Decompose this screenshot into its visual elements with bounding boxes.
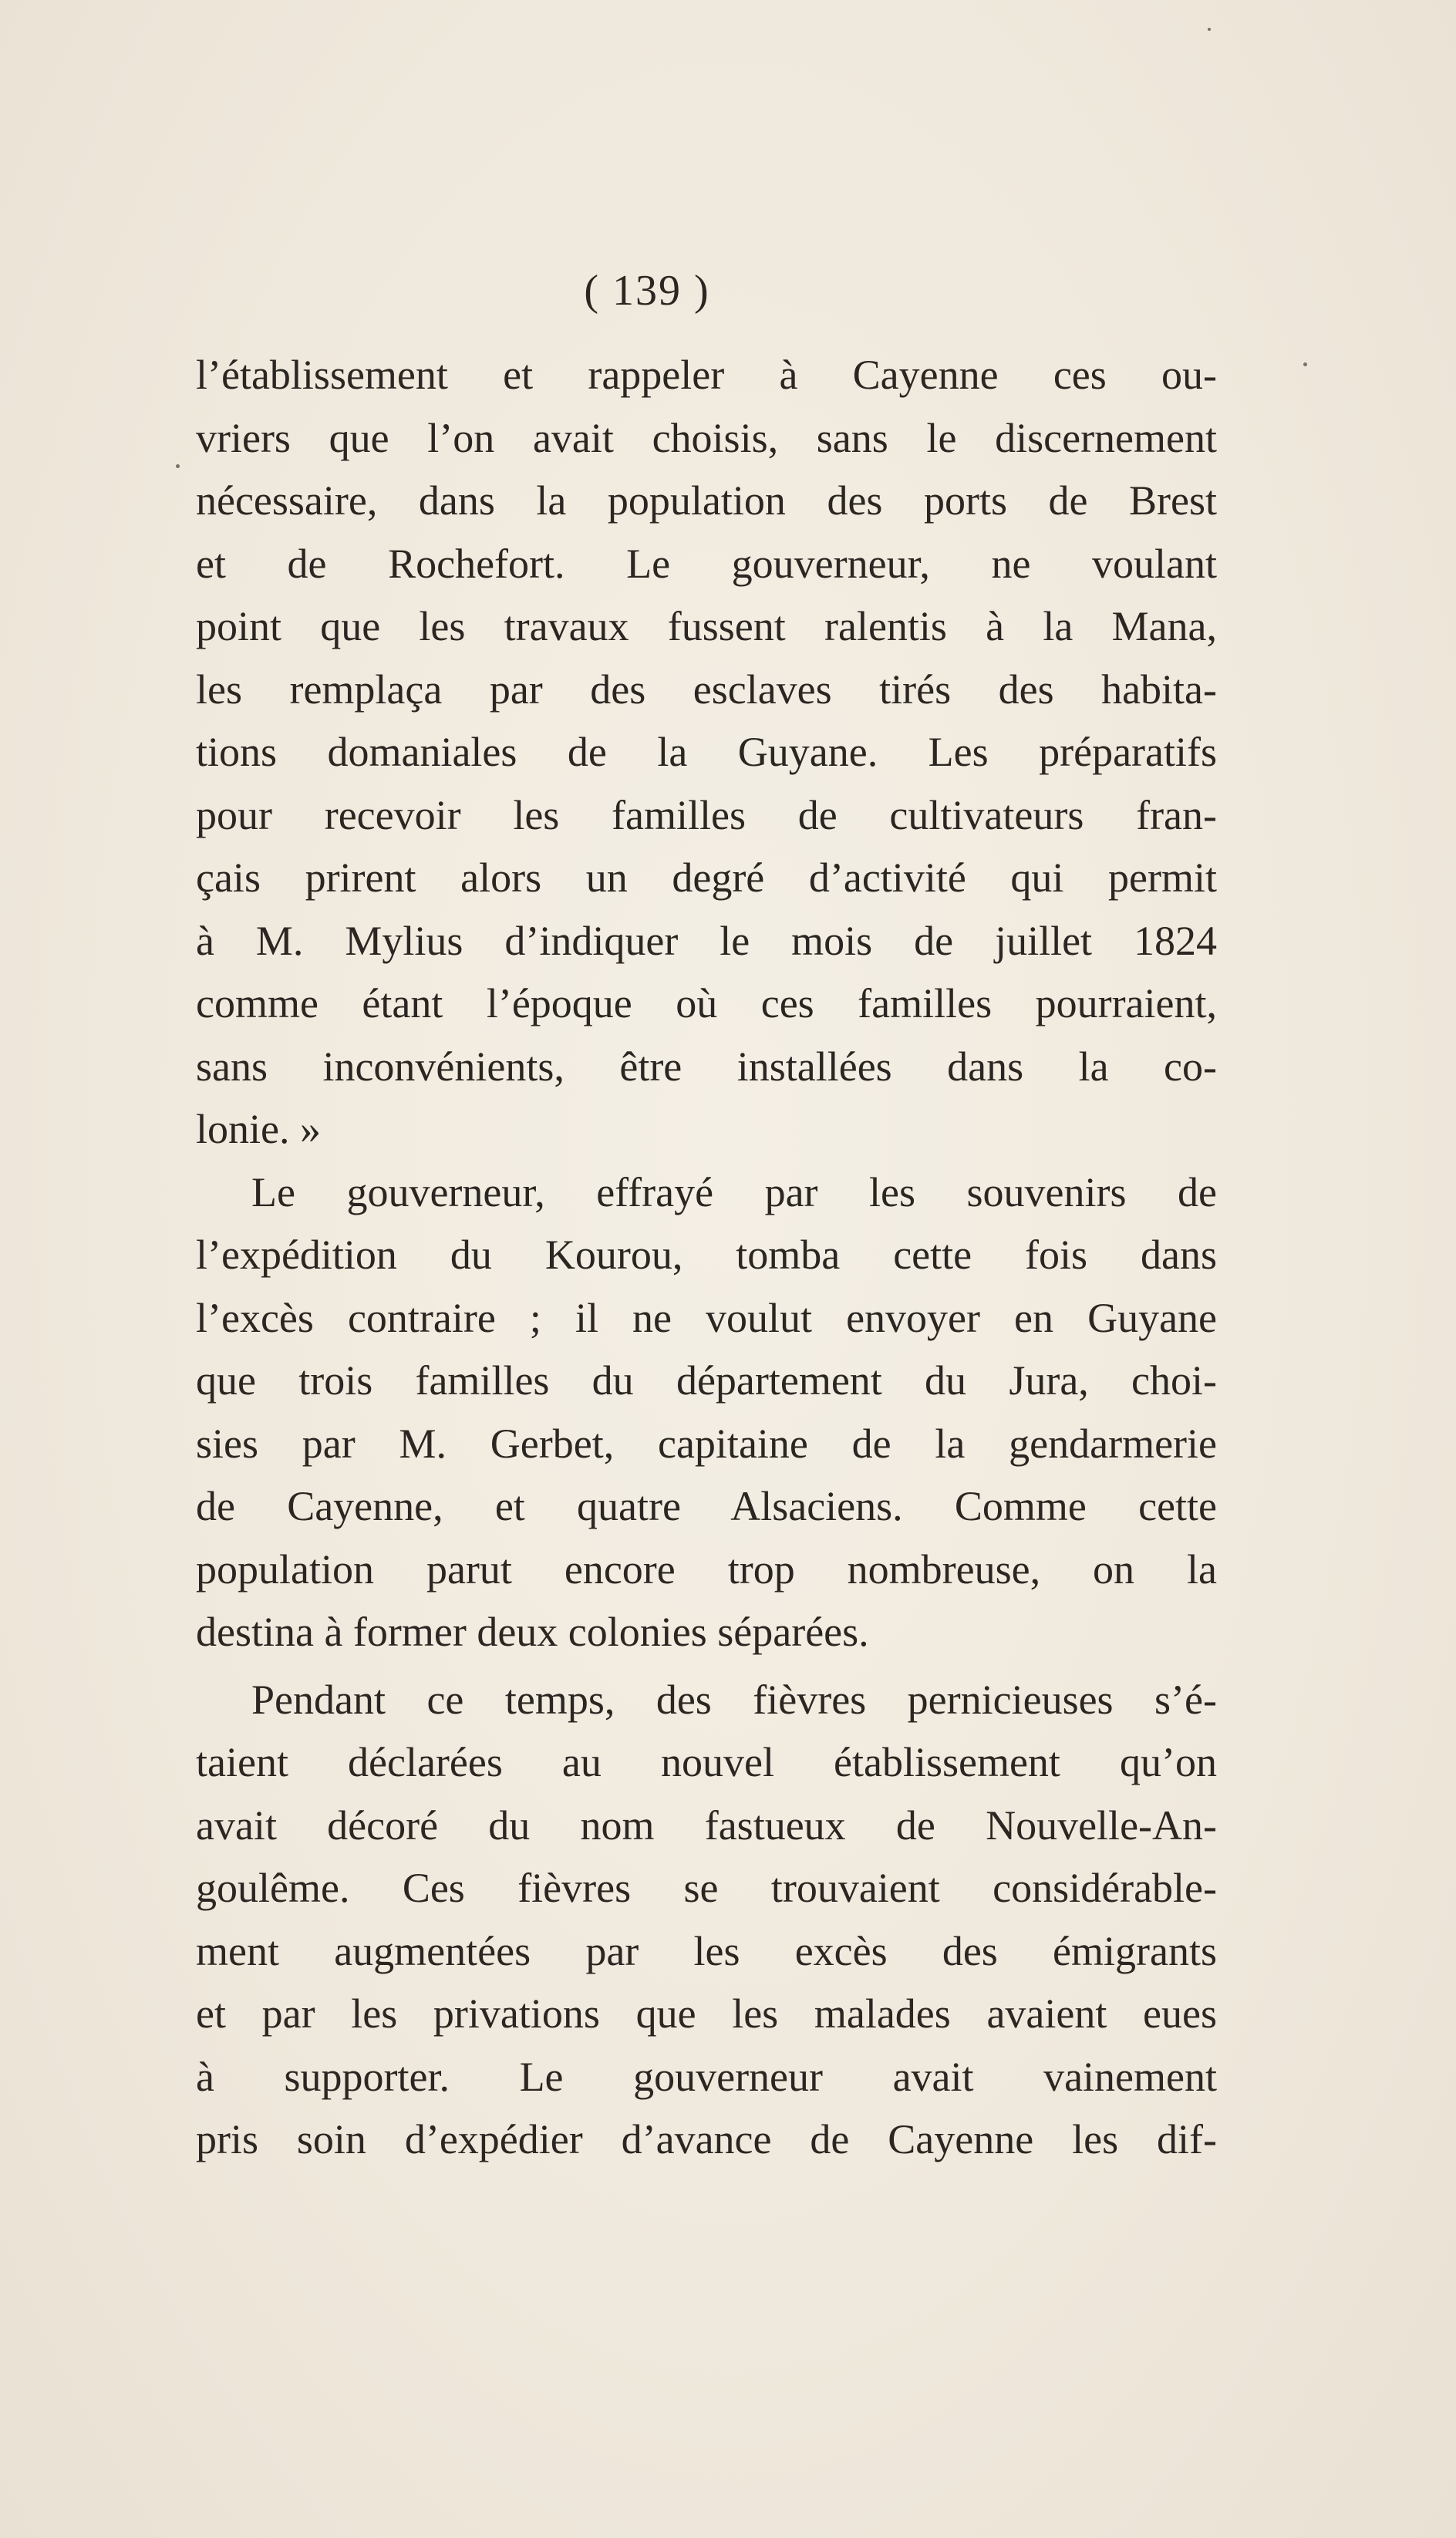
text-line: goulême. Ces fièvres se trouvaient considérable- xyxy=(196,1865,1217,1911)
text-line: nécessaire, dans la population des ports de Brest xyxy=(196,477,1217,524)
text-line: comme étant l’époque où ces familles pourraient, xyxy=(196,980,1217,1026)
paragraph-1 xyxy=(196,344,1217,1161)
page-number: ( 139 ) xyxy=(584,267,710,315)
paragraph-3 xyxy=(196,1669,1217,2172)
text-line: vriers que l’on avait choisis, sans le discernement xyxy=(196,414,1217,461)
text-line: pour recevoir les familles de cultivateurs fran- xyxy=(196,791,1217,838)
text-line: les remplaça par des esclaves tirés des habita- xyxy=(196,666,1217,713)
text-line: Le gouverneur, effrayé par les souvenirs de xyxy=(251,1168,1217,1215)
text-line: à supporter. Le gouverneur avait vainement xyxy=(196,2053,1217,2100)
text-line: que trois familles du département du Jura, choi- xyxy=(196,1357,1217,1404)
text-line: et par les privations que les malades avaient eues xyxy=(196,1990,1217,2037)
text-line: l’expédition du Kourou, tomba cette fois dans xyxy=(196,1232,1217,1278)
text-line: avait décoré du nom fastueux de Nouvelle-An- xyxy=(196,1802,1217,1849)
paper-speck xyxy=(176,464,180,468)
text-line: ment augmentées par les excès des émigrants xyxy=(196,1927,1217,1974)
text-line: l’établissement et rappeler à Cayenne ces ou- xyxy=(196,352,1217,398)
text-line: çais prirent alors un degré d’activité qui permit xyxy=(196,854,1217,901)
text-line: taient déclarées au nouvel établissement qu’on xyxy=(196,1739,1217,1785)
text-line: pris soin d’expédier d’avance de Cayenne les dif- xyxy=(196,2116,1217,2162)
text-line: l’excès contraire ; il ne voulut envoyer en Guyane xyxy=(196,1294,1217,1341)
paragraph-2 xyxy=(196,1161,1217,1664)
text-line: de Cayenne, et quatre Alsaciens. Comme cette xyxy=(196,1483,1217,1529)
text-line: lonie. » xyxy=(196,1106,321,1152)
text-line: destina à former deux colonies séparées. xyxy=(196,1609,869,1655)
text-line: point que les travaux fussent ralentis à la Mana, xyxy=(196,603,1217,649)
text-line: tions domaniales de la Guyane. Les préparatifs xyxy=(196,729,1217,775)
paper-speck xyxy=(1303,362,1307,366)
text-line: population parut encore trop nombreuse, on la xyxy=(196,1545,1217,1593)
text-line: sans inconvénients, être installées dans la co- xyxy=(196,1043,1217,1090)
text-line: à M. Mylius d’indiquer le mois de juillet 1824 xyxy=(196,917,1217,964)
body-text xyxy=(196,344,1217,2172)
text-line: et de Rochefort. Le gouverneur, ne voulant xyxy=(196,540,1217,587)
text-line: Pendant ce temps, des fièvres pernicieuses s’é- xyxy=(251,1676,1217,1723)
paper-speck xyxy=(1208,28,1211,31)
text-line: sies par M. Gerbet, capitaine de la gendarmerie xyxy=(196,1420,1217,1467)
